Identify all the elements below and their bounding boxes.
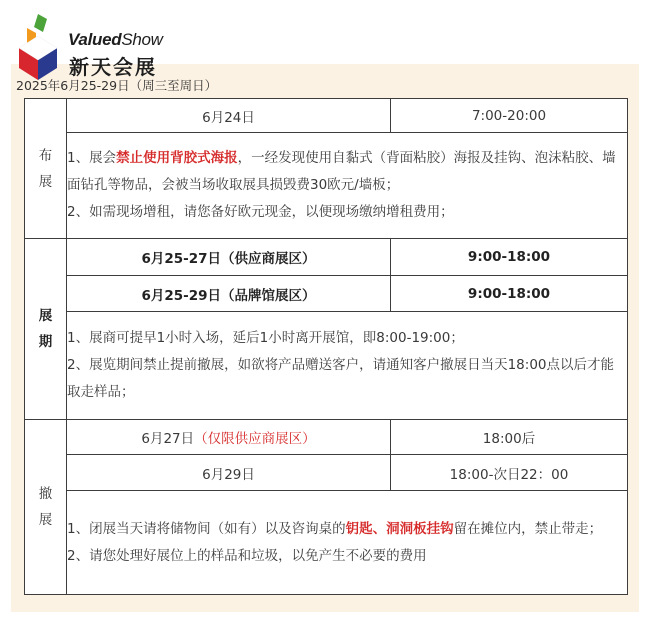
exhibition-note-2: 2、展览期间禁止提前撤展，如欲将产品赠送客户，请通知客户撤展日当天18:00点以后才能取走样品； [67,357,614,400]
logo-english-text [68,30,163,50]
logo-chinese-text: 新天会展 [69,55,157,79]
teardown-date-cell-2: 6月29日 [67,455,391,491]
exhibition-date-cell-1: 6月25-27日（供应商展区） [67,239,391,276]
teardown-note-2: 2、请您处理好展位上的样品和垃圾，以免产生不必要的费用 [67,547,427,564]
valuedshow-logo-icon [16,14,58,80]
setup-section-label: 布 展 [25,99,67,239]
teardown-note-1: 1、闭展当天请将储物间（如有）以及咨询桌的钥匙、洞洞板挂钩留在摊位内，禁止带走； [67,520,603,537]
teardown-time-cell-1: 18:00后 [391,420,628,455]
teardown-notes-cell [67,491,628,595]
setup-notes-cell [67,133,628,239]
setup-time-cell: 7:00-20:00 [391,99,628,133]
teardown-date-note: （仅限供应商展区） [194,431,316,447]
exhibition-time-row-2 [25,276,628,312]
exhibition-date-cell-2: 6月25-29日（品牌馆展区） [67,276,391,312]
setup-note-1: 1、展会禁止使用背胶式海报，一经发现使用自黏式（背面粘胶）海报及挂钩、泡沫粘胶、墙面钻孔等物品，会被当场收取展具损毁费30欧元/墙板； [67,150,616,193]
exhibition-time-cell-2: 9:00-18:00 [391,276,628,312]
teardown-time-row-1 [25,420,628,455]
setup-time-row [25,99,628,133]
exhibition-section-label: 展 期 [25,239,67,420]
teardown-note-1-highlight: 钥匙、洞洞板挂钩 [345,520,454,537]
setup-note-2: 2、如需现场增租，请您备好欧元现金，以便现场缴纳增租费用； [67,204,454,220]
exhibition-time-cell-1: 9:00-18:00 [391,239,628,276]
logo-brand-rest: Show [121,30,163,49]
teardown-time-row-2 [25,455,628,491]
valuedshow-logo [16,14,216,80]
logo-brand-bold: Valued [68,30,122,49]
teardown-time-cell-2: 18:00-次日22：00 [391,455,628,491]
exhibition-notes-row [25,312,628,420]
setup-date-cell: 6月24日 [67,99,391,133]
teardown-date-cell-1: 6月27日（仅限供应商展区） [67,420,391,455]
exhibition-time-row-1 [25,239,628,276]
schedule-table [24,98,628,595]
setup-note-1-highlight: 禁止使用背胶式海报 [116,150,238,166]
setup-notes-row [25,133,628,239]
teardown-notes-row [25,491,628,595]
event-date-line: 2025年6月25-29日（周三至周日） [16,78,218,93]
exhibition-note-1: 1、展商可提早1小时入场，延后1小时离开展馆，即8:00-19:00； [67,330,464,346]
exhibition-notes-cell [67,312,628,420]
teardown-section-label: 撤 展 [25,420,67,595]
